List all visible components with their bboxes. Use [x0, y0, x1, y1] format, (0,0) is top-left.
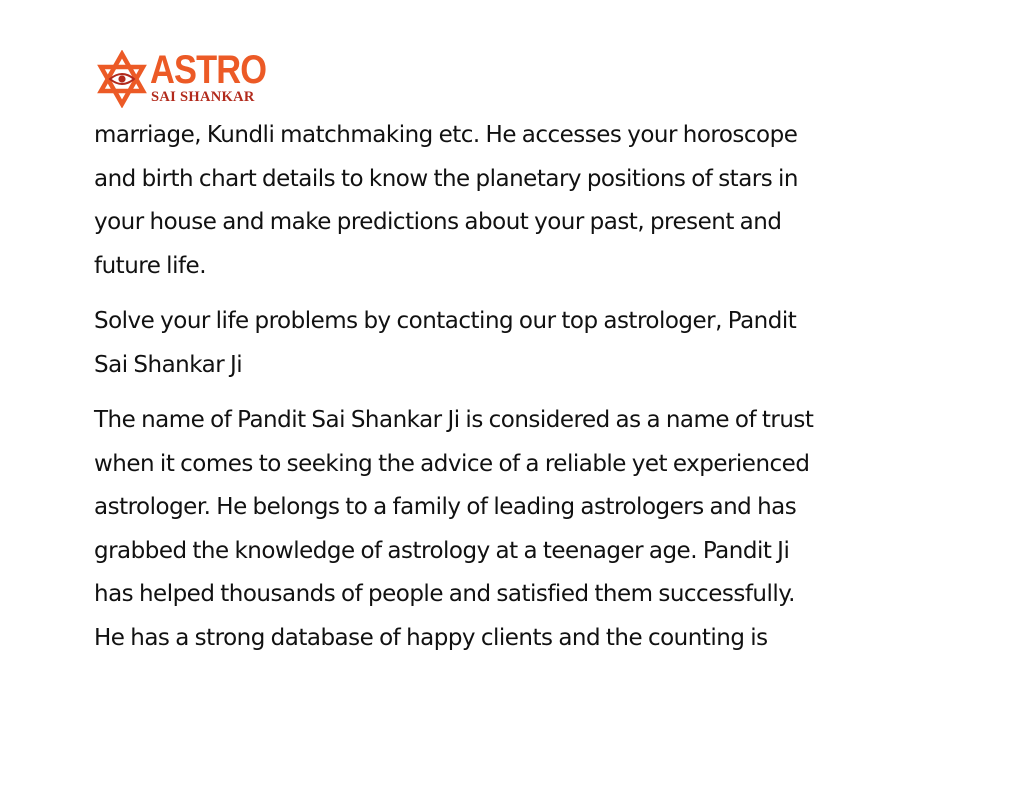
text-line: Sai Shankar Ji	[94, 351, 243, 378]
text-line: Solve your life problems by contacting our top astrologer, Pandit	[94, 308, 797, 334]
text-line: marriage, Kundli matchmaking etc. He accesses your horoscope	[94, 122, 798, 148]
text-line: The name of Pandit Sai Shankar Ji is considered as a name of trust	[94, 407, 814, 433]
text-line: He has a strong database of happy clients and the counting is	[94, 624, 768, 651]
text-line: grabbed the knowledge of astrology at a teenager age. Pandit Ji	[94, 537, 790, 564]
text-line: future life.	[94, 252, 207, 279]
star-of-david-eye-icon	[97, 50, 147, 108]
logo-wordmark: ASTRO	[150, 48, 267, 92]
text-line: your house and make predictions about your past, present and	[94, 209, 782, 235]
logo-subtitle: SAI SHANKAR	[151, 89, 255, 105]
text-line: has helped thousands of people and satisfied them successfully.	[94, 581, 795, 607]
text-line: and birth chart details to know the planetary positions of stars in	[94, 165, 799, 192]
document-body	[94, 114, 954, 660]
text-line: astrologer. He belongs to a family of leading astrologers and has	[94, 494, 797, 520]
brand-logo	[97, 50, 297, 110]
text-line: when it comes to seeking the advice of a reliable yet experienced	[94, 450, 810, 477]
